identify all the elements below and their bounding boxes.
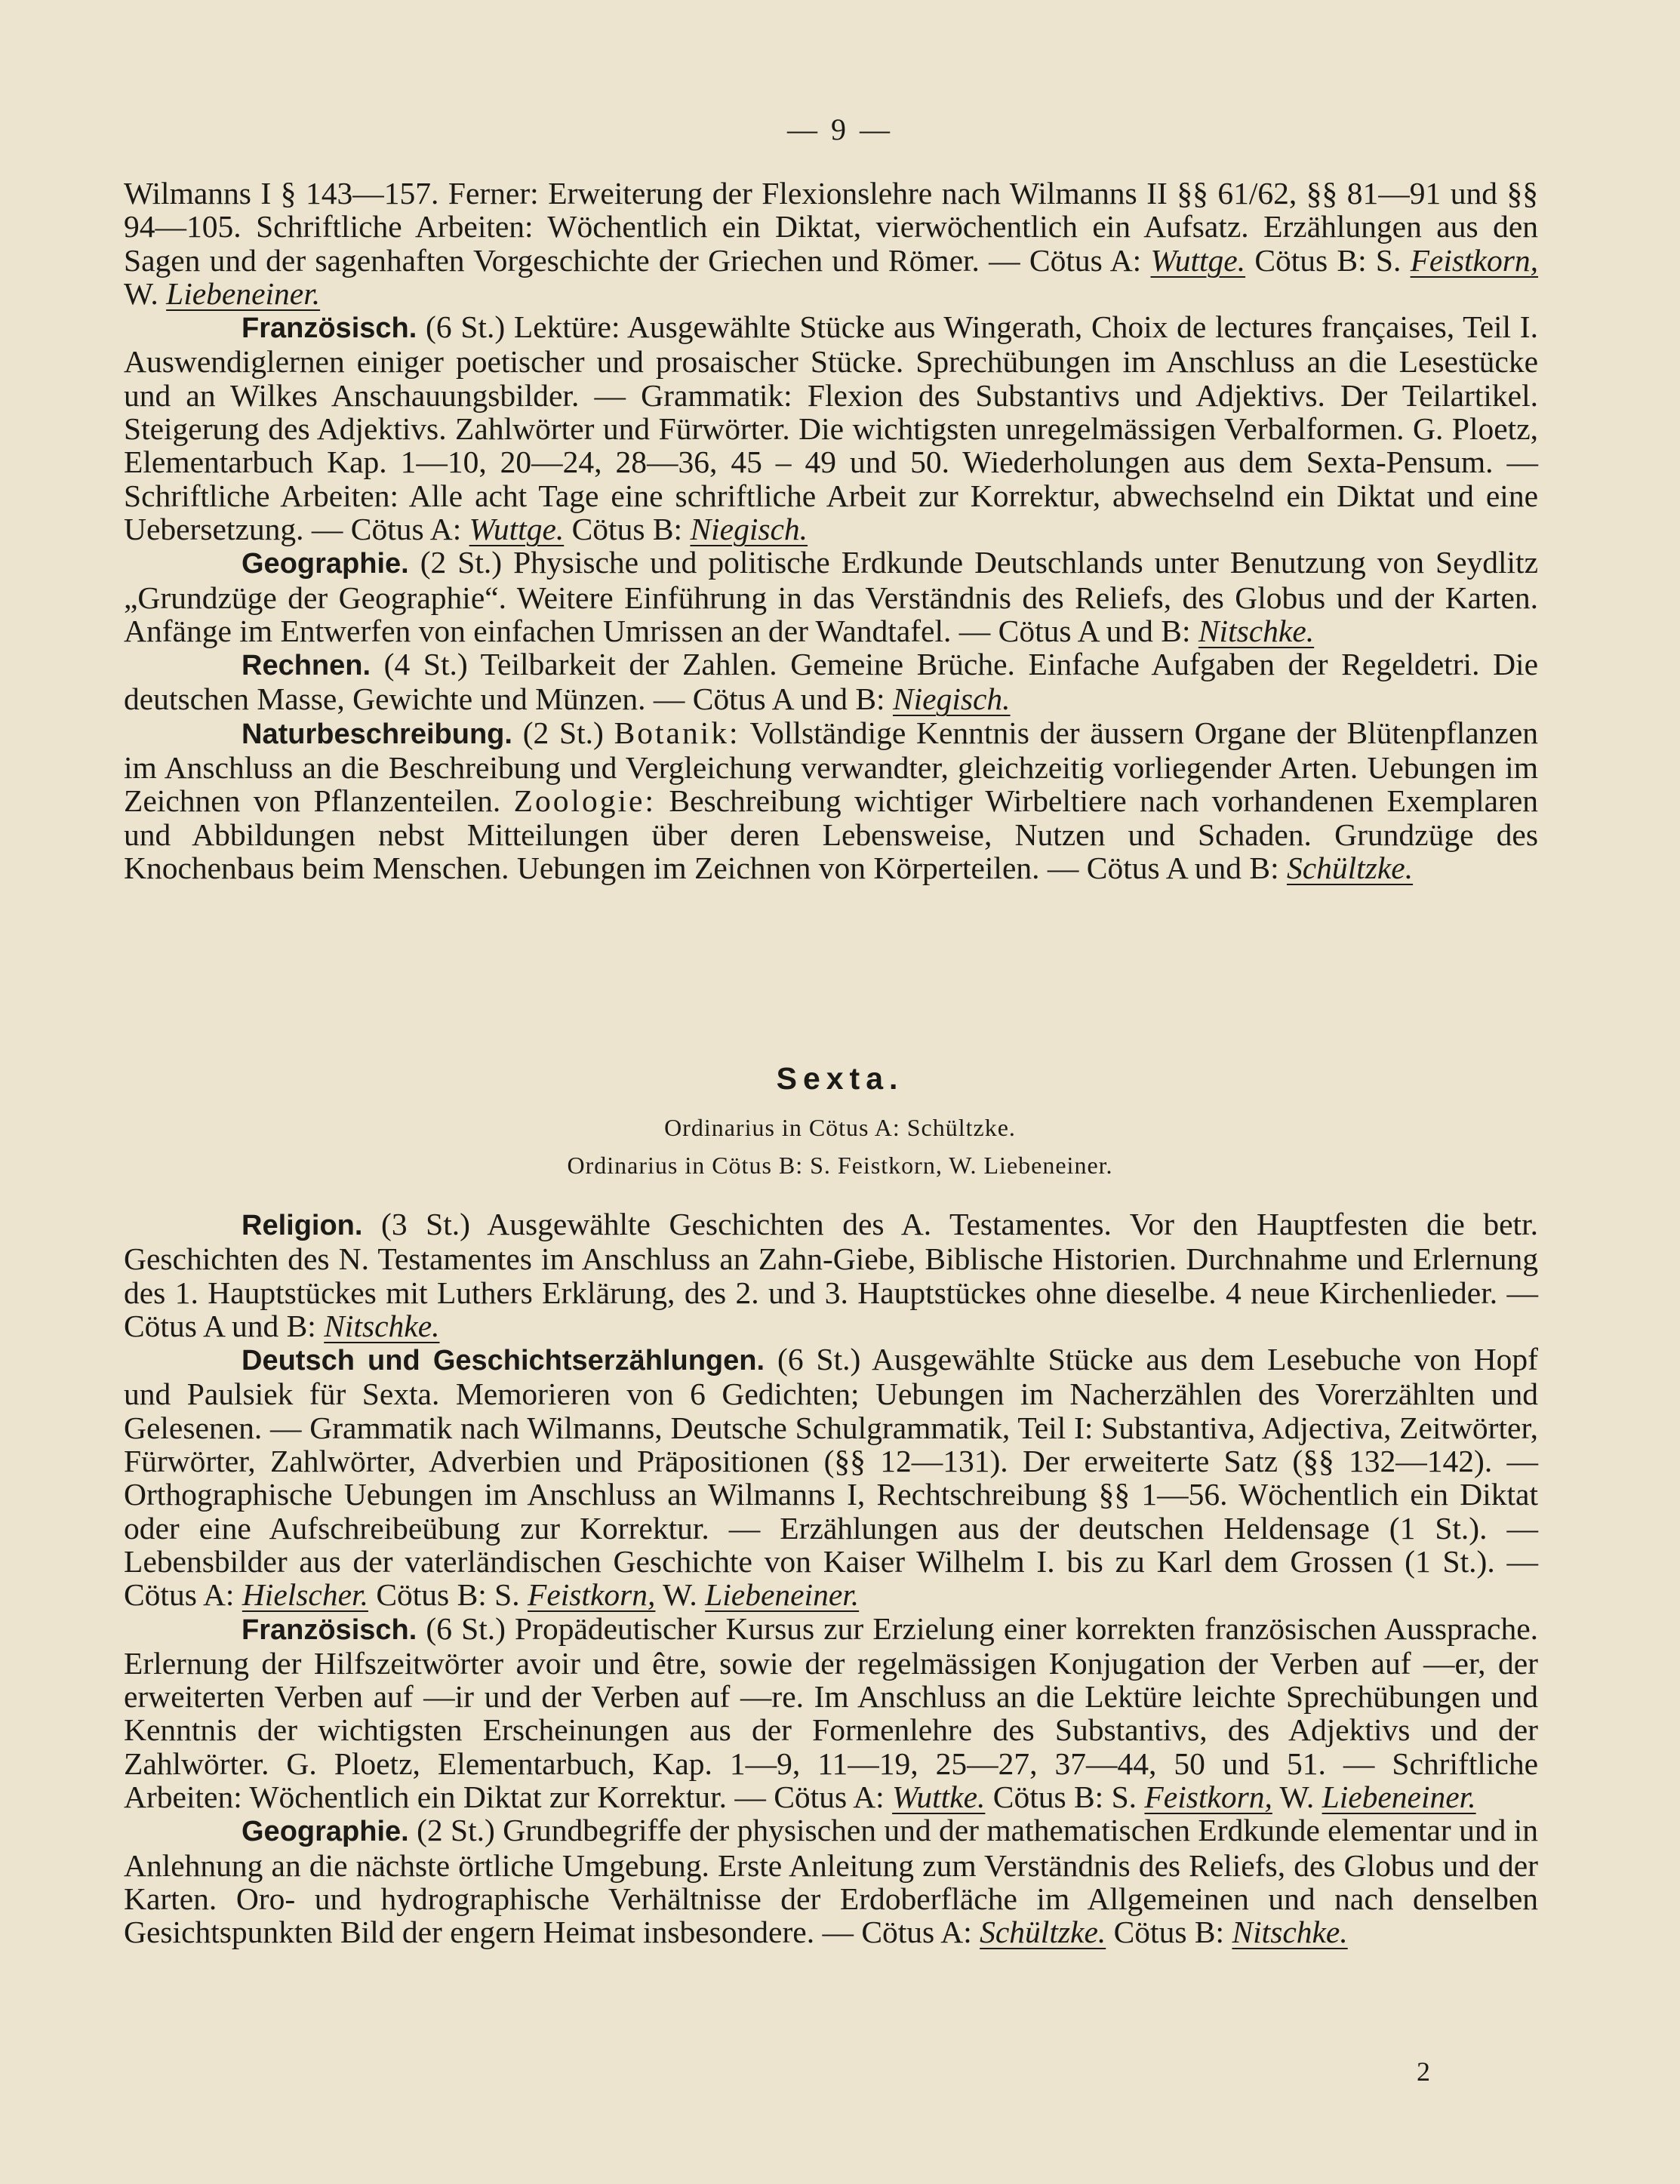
paragraph-geographie-sexta: Geographie. (2 St.) Grundbegriffe der physischen und der mathematischen Erdkunde elementar und in Anlehnung an die nächste örtliche Umgebung. Erste Anleitung zum Verständnis des Reliefs, des Globus und der Karten. Oro- und hydrographische Verhältnisse der Erdoberfläche im Allgemeinen und nach denselben Gesichtspunkten Bild der engern Heimat insbesondere. — Cötus A: Schültzke. Cötus B: Nitschke. xyxy=(124,1813,1538,1950)
teacher-name: Feistkorn, xyxy=(1410,242,1539,278)
text-block-upper xyxy=(124,177,1538,884)
teacher-name: Niegisch. xyxy=(892,681,1011,717)
paragraph-deutsch: Deutsch und Geschichtserzählungen. (6 St.) Ausgewählte Stücke aus dem Lesebuche von Hopf und Paulsiek für Sexta. Memorieren von 6 Gedichten; Uebungen im Nacherzählen des Vorerzählten und Gelesenen. — Grammatik nach Wilmanns, Deutsche Schulgrammatik, Teil I: Substantiva, Adjectiva, Zeitwörter, Fürwörter, Zahlwörter, Adverbien und Präpositionen (§§ 12—131). Der erweiterte Satz (§§ 132—142). — Orthographische Uebungen im Anschluss an Wilmanns I, Rechtschreibung §§ 1—56. Wöchentlich ein Diktat oder eine Aufschreibeübung zur Korrektur. — Erzählungen aus der deutschen Heldensage (1 St.). — Lebensbilder aus der vaterländischen Geschichte von Kaiser Wilhelm I. bis zu Karl dem Grossen (1 St.). — Cötus A: Hielscher. Cötus B: S. Feistkorn, W. Liebeneiner. xyxy=(124,1342,1538,1613)
paragraph-naturbeschreibung: Naturbeschreibung. (2 St.) Botanik: Vollständige Kenntnis der äussern Organe der Blütenpflanzen im Anschluss an die Beschreibung und Vergleichung verwandter, gleichzeitig vorliegender Arten. Uebungen im Zeichnen von Pflanzenteilen. Zoologie: Beschreibung wichtiger Wirbeltiere nach vorhandenen Exemplaren und Abbildungen nebst Mitteilungen über deren Lebensweise, Nutzen und Schaden. Grundzüge des Knochenbaus beim Menschen. Uebungen im Zeichnen von Körperteilen. — Cötus A und B: Schültzke. xyxy=(124,715,1539,885)
teacher-name: Schültzke. xyxy=(1286,850,1414,885)
subject-heading: Naturbeschreibung. xyxy=(242,718,512,750)
page-number: — 9 — xyxy=(787,112,893,146)
signature-mark: 2 xyxy=(1417,2056,1430,2087)
teacher-name: Hielscher. xyxy=(242,1577,368,1613)
subject-heading: Deutsch und Geschichtserzählungen. xyxy=(242,1345,765,1377)
subject-heading: Französisch. xyxy=(242,1613,417,1646)
teacher-name: Nitschke. xyxy=(1232,1915,1348,1950)
teacher-name: Liebeneiner. xyxy=(166,275,321,311)
subject-heading: Rechnen. xyxy=(242,650,371,682)
subject-heading: Geographie. xyxy=(242,1816,409,1848)
paragraph-geographie: Geographie. (2 St.) Physische und politische Erdkunde Deutschlands unter Benutzung von Seydlitz „Grundzüge der Geographie“. Weitere Einführung in das Verständnis des Reliefs, des Globus und der Karten. Anfänge im Entwerfen von einfachen Umrissen an der Wandtafel. — Cötus A und B: Nitschke. xyxy=(124,545,1538,648)
ordinarius-coetus-a: Ordinarius in Cötus A: Schültzke. xyxy=(664,1114,1016,1141)
teacher-name: Liebeneiner. xyxy=(705,1577,860,1613)
teacher-name: Wuttge. xyxy=(1150,242,1246,278)
teacher-name: Liebeneiner. xyxy=(1322,1779,1476,1815)
section-title-sexta: Sexta. xyxy=(776,1061,904,1096)
teacher-name: Feistkorn, xyxy=(527,1577,656,1613)
paragraph-rechnen: Rechnen. (4 St.) Teilbarkeit der Zahlen. Gemeine Brüche. Einfache Aufgaben der Regeldetri. Die deutschen Masse, Gewichte und Münzen. — Cötus A und B: Niegisch. xyxy=(124,647,1538,717)
paragraph-franzoesisch: Französisch. (6 St.) Lektüre: Ausgewählte Stücke aus Wingerath, Choix de lectures françaises, Teil I. Auswendiglernen einiger poetischer und prosaischer Stücke. Sprechübungen im Anschluss an die Lesestücke und an Wilkes Anschauungsbilder. — Grammatik: Flexion des Substantivs und Adjektivs. Der Teilartikel. Steigerung des Adjektivs. Zahlwörter und Fürwörter. Die wichtigsten unregelmässigen Verbalformen. G. Ploetz, Elementarbuch Kap. 1—10, 20—24, 28—36, 45 – 49 und 50. Wiederholungen aus dem Sexta-Pensum. — Schriftliche Arbeiten: Alle acht Tage eine schriftliche Arbeit zur Korrektur, abwechselnd ein Diktat und eine Uebersetzung. — Cötus A: Wuttge. Cötus B: Niegisch. xyxy=(124,309,1538,546)
paragraph-franzoesisch-sexta: Französisch. (6 St.) Propädeutischer Kursus zur Erzielung einer korrekten französischen Aussprache. Erlernung der Hilfszeitwörter avoir und être, sowie der regelmässigen Konjugation der Verben auf —er, der erweiterten Verben auf —ir und der Verben auf —re. Im Anschluss an die Lektüre leichte Sprechübungen und Kenntnis der wichtigsten Erscheinungen aus der Formenlehre des Substantivs, des Adjektivs und der Zahlwörter. G. Ploetz, Elementarbuch, Kap. 1—9, 11—19, 25—27, 37—44, 50 und 51. — Schriftliche Arbeiten: Wöchentlich ein Diktat zur Korrektur. — Cötus A: Wuttke. Cötus B: S. Feistkorn, W. Liebeneiner. xyxy=(124,1610,1538,1815)
paragraph-wilmanns: Wilmanns I § 143—157. Ferner: Erweiterung der Flexionslehre nach Wilmanns II §§ 61/62, §§ 81—91 und §§ 94—105. Schriftliche Arbeiten: Wöchentlich ein Diktat, vierwöchentlich ein Aufsatz. Erzählungen aus den Sagen und der sagenhaften Vorgeschichte der Griechen und Römer. — Cötus A: Wuttge. Cötus B: S. Feistkorn, W. Liebeneiner. xyxy=(124,176,1539,311)
spaced-term: Botanik: xyxy=(614,715,740,750)
paragraph-religion: Religion. (3 St.) Ausgewählte Geschichten des A. Testamentes. Vor den Hauptfesten die betr. Geschichten des N. Testamentes im Anschluss an Zahn-Giebe, Biblische Historien. Durchnahme und Erlernung des 1. Hauptstückes mit Luthers Erklärung, des 2. und 3. Hauptstückes ohne dieselbe. 4 neue Kirchenlieder. — Cötus A und B: Nitschke. xyxy=(124,1207,1538,1343)
subject-heading: Geographie. xyxy=(242,548,409,580)
subject-heading: Religion. xyxy=(242,1210,363,1241)
subject-heading: Französisch. xyxy=(242,312,417,345)
spaced-term: Zoologie: xyxy=(513,783,656,819)
teacher-name: Feistkorn, xyxy=(1144,1779,1272,1815)
text-block-sexta xyxy=(124,1207,1538,1949)
teacher-name: Nitschke. xyxy=(1198,613,1315,648)
teacher-name: Nitschke. xyxy=(324,1308,440,1343)
teacher-name: Niegisch. xyxy=(690,511,808,546)
ordinarius-coetus-b: Ordinarius in Cötus B: S. Feistkorn, W. Liebeneiner. xyxy=(567,1152,1113,1179)
teacher-name: Schültzke. xyxy=(980,1915,1106,1950)
teacher-name: Wuttke. xyxy=(892,1779,986,1815)
teacher-name: Wuttge. xyxy=(469,511,565,546)
